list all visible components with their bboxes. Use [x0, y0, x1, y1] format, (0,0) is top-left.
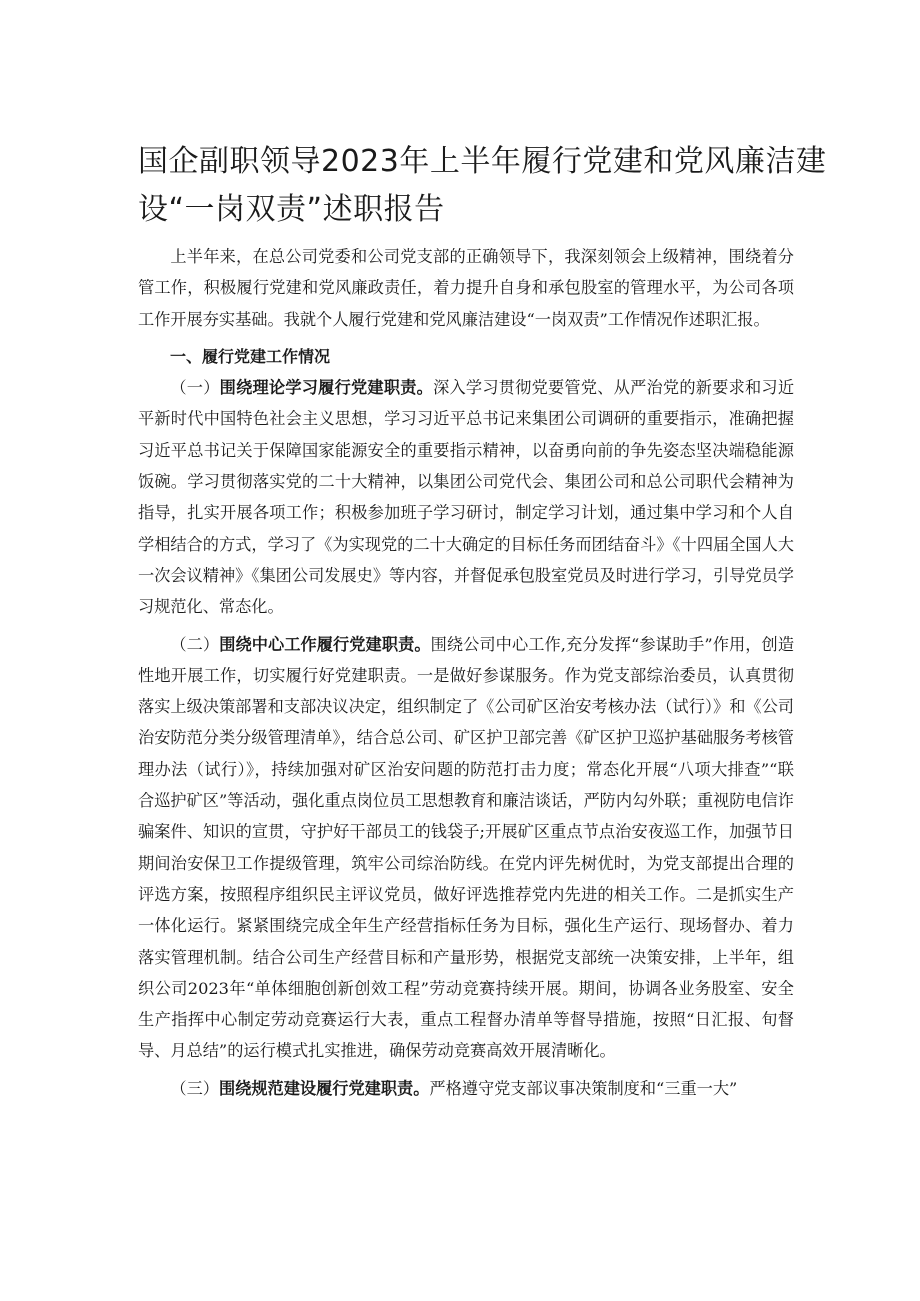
intro-paragraph: 上半年来，在总公司党委和公司党支部的正确领导下，我深刻领会上级精神，围绕着分管工作，积极履行党建和党风廉政责任，着力提升自身和承包股室的管理水平，为公司各项工作开展夯实基础。我就个人履行党建和党风廉洁建设“一岗双责”工作情况作述职汇报。 [138, 247, 794, 329]
item-1-paragraph [138, 372, 794, 622]
item-1-lead: 围绕理论学习履行党建职责。 [219, 378, 434, 398]
item-2-text: 围绕公司中心工作,充分发挥“参谋助手”作用，创造性地开展工作，切实履行好党建职责。一是做好参谋服务。作为党支部综治委员，认真贯彻落实上级决策部署和支部决议决定，组织制定了《公司矿区治安考核办法（试行）》和《公司治安防范分类分级管理清单》，结合总公司、矿区护卫部完善《矿区护卫巡护基础服务考核管理办法（试行）》，持续加强对矿区治安问题的防范打击力度；常态化开展“八项大排查”“联合巡护矿区”等活动，强化重点岗位员工思想教育和廉洁谈话，严防内勾外联；重视防电信诈骗案件、知识的宣贯，守护好干部员工的钱袋子;开展矿区重点节点治安夜巡工作，加强节日期间治安保卫工作提级管理，筑牢公司综治防线。在党内评先树优时，为党支部提出合理的评选方案，按照程序组织民主评议党员，做好评选推荐党内先进的相关工作。二是抓实生产一体化运行。紧紧围绕完成全年生产经营指标任务为目标，强化生产运行、现场督办、着力落实管理机制。结合公司生产经营目标和产量形势，根据党支部统一决策安排，上半年，组织公司2023年“单体细胞创新创效工程”劳动竞赛持续开展。期间，协调各业务股室、安全生产指挥中心制定劳动竞赛运行大表，重点工程督办清单等督导措施，按照“日汇报、旬督导、月总结”的运行模式扎实推进，确保劳动竞赛高效开展清晰化。 [138, 634, 795, 1061]
document-body [138, 241, 794, 1104]
item-3-lead: 围绕规范建设履行党建职责。 [218, 1078, 430, 1098]
item-3-text: 严格遵守党支部议事决策制度和“三重一大” [429, 1078, 738, 1098]
section-heading: 一、履行党建工作情况 [170, 346, 331, 366]
item-1-text: 深入学习贯彻党要管党、从严治党的新要求和习近平新时代中国特色社会主义思想，学习习近平总书记来集团公司调研的重要指示，准确把握习近平总书记关于保障国家能源安全的重要指示精神，以奋勇向前的争先姿态坚决端稳能源饭碗。学习贯彻落实党的二十大精神，以集团公司党代会、集团公司和总公司职代会精神为指导，扎实开展各项工作；积极参加班子学习研讨，制定学习计划，通过集中学习和个人自学相结合的方式，学习了《为实现党的二十大确定的目标任务而团结奋斗》《十四届全国人大一次会议精神》《集团公司发展史》等内容，并督促承包股室党员及时进行学习，引导党员学习规范化、常态化。 [138, 378, 795, 617]
item-3-number: （三） [170, 1078, 219, 1098]
item-2-paragraph [138, 629, 794, 1067]
title-line-1: 国企副职领导2023年上半年履行党建和党风廉洁建 [138, 144, 827, 179]
item-2-number: （二） [170, 634, 220, 654]
item-3-paragraph [138, 1073, 794, 1104]
item-1-number: （一） [170, 378, 220, 398]
document-title [138, 138, 827, 234]
title-line-2: 设“一岗双责”述职报告 [138, 192, 445, 227]
item-2-lead: 围绕中心工作履行党建职责。 [219, 634, 431, 654]
